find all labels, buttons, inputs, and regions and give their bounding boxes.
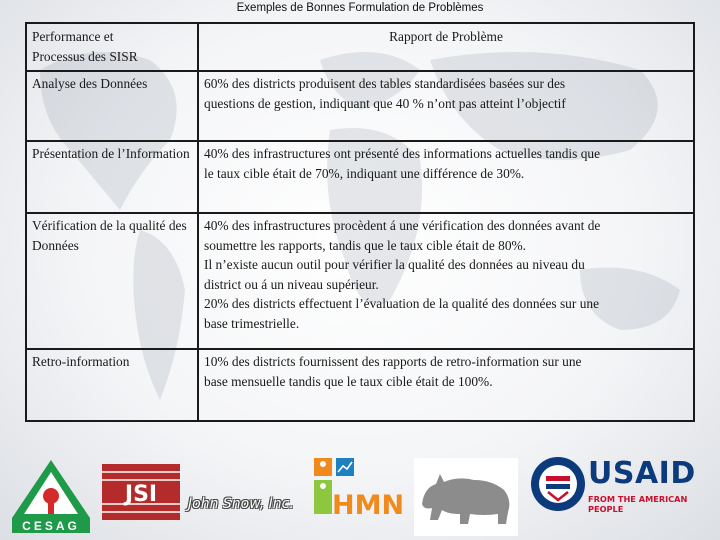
header-col1-line2: Processus des SISR (32, 48, 138, 64)
usaid-tagline: FROM THE AMERICAN PEOPLE (588, 494, 688, 514)
usaid-wordmark: USAID (588, 456, 696, 491)
row-report (198, 349, 694, 421)
report-line: 40% des infrastructures procèdent á une vérification des données avant de (204, 218, 601, 233)
row-label: Vérification de la qualité des Données (26, 213, 198, 349)
row-report (198, 71, 694, 141)
row-label: Analyse des Données (26, 71, 198, 141)
table-header-row (26, 23, 694, 71)
report-line: 40% des infrastructures ont présenté des informations actuelles tandis que (204, 146, 601, 161)
hmn-logo (310, 454, 406, 518)
header-col1-line1: Performance et (32, 29, 114, 44)
usaid-seal (530, 456, 586, 512)
table-row (26, 141, 694, 213)
row-report (198, 213, 694, 349)
partner-logos-strip (0, 448, 720, 540)
row-label: Retro-information (26, 349, 198, 421)
report-line: Il n’existe aucun outil pour vérifier la qualité des données au niveau du (204, 257, 585, 272)
jsi-logo-mark (102, 464, 180, 520)
cesag-logo-text: CESAG (22, 519, 80, 533)
report-line: base mensuelle tandis que le taux cible était de 100%. (204, 373, 493, 389)
rhino-logo (414, 458, 518, 536)
header-rapport-probleme: Rapport de Problème (198, 23, 694, 71)
problem-statement-table (25, 22, 695, 422)
report-line: district ou á un niveau supérieur. (204, 276, 379, 292)
table-row (26, 213, 694, 349)
report-line: le taux cible était de 70%, indiquant une différence de 30%. (204, 165, 525, 181)
table-row (26, 71, 694, 141)
slide-title: Exemples de Bonnes Formulation de Problèmes (236, 2, 484, 14)
cesag-logo (10, 458, 92, 534)
table-row (26, 349, 694, 421)
row-label: Présentation de l’Information (26, 141, 198, 213)
jsi-logo-text: JSI (124, 482, 158, 507)
report-line: questions de gestion, indiquant que 40 % n’ont pas atteint l’objectif (204, 95, 566, 111)
report-line: base trimestrielle. (204, 315, 300, 331)
report-line: 20% des districts effectuent l’évaluation de la qualité des données sur une (204, 296, 600, 311)
report-line: 60% des districts produisent des tables standardisées basées sur des (204, 76, 566, 91)
row-report (198, 141, 694, 213)
hmn-logo-text: HMN (332, 490, 405, 518)
report-line: soumettre les rapports, tandis que le taux cible était de 80%. (204, 237, 527, 253)
report-line: 10% des districts fournissent des rapports de retro-information sur une (204, 354, 582, 369)
header-performance-processus (26, 23, 198, 71)
jsi-company-name: John Snow, Inc. (188, 496, 294, 512)
